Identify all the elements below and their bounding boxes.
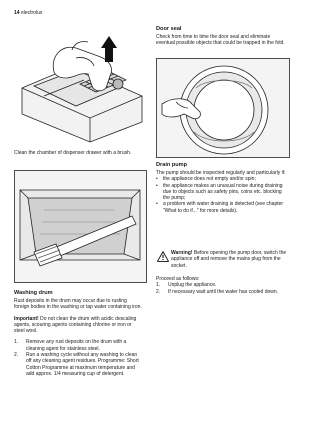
warning-note: [171, 250, 290, 269]
pump-steps-list: [156, 282, 290, 295]
list-item: 1. Unplug the appliance.: [156, 282, 217, 289]
washing-drum-body: Rust deposits in the drum may occur due to rusting foreign bodies in the washing or tap water containing iron.: [14, 298, 142, 311]
list-item: • a problem with water draining is detected (see chapter “What to do if...” for more details).: [156, 201, 290, 214]
drain-pump-conditions: [156, 176, 290, 214]
important-text: Do not clean the drum with acidic descaling agents, scouring agents containing chlorine or iron or steel wool.: [14, 315, 137, 335]
proceed-intro: Proceed as follows:: [156, 276, 200, 282]
list-item: • the appliance does not empty and/or spin;: [156, 176, 290, 182]
brush-cleaning-illustration: [14, 170, 147, 283]
page-header: [14, 10, 42, 16]
page-number: 14: [14, 10, 20, 16]
drain-pump-intro: The pump should be inspected regularly and particularly if:: [156, 170, 286, 176]
list-item: 1. Remove any rust deposits on the drum with a cleaning agent for stainless steel.: [14, 339, 127, 352]
door-seal-body: Check from time to time the door seal and eliminate eventual possible objects that could be trapped in the fold.: [156, 34, 285, 47]
drain-pump-section: [156, 170, 290, 214]
drum-steps-list: [14, 339, 142, 377]
dispenser-drawer-illustration: [14, 26, 147, 143]
warning-label: Warning!: [171, 250, 193, 256]
door-seal-heading: Door seal: [156, 26, 182, 32]
important-note: [14, 316, 142, 335]
drain-pump-heading: Drain pump: [156, 162, 188, 168]
list-item: 2. Run a washing cycle without any washing to clean off any cleaning agent residues. Programme: Short Cotton Programme at maximum temperature and add approx. 1/4 measuring cup of detergent.: [14, 352, 139, 377]
proceed-section: [156, 276, 290, 295]
important-label: Important!: [14, 315, 39, 322]
dispenser-caption: Clean the chamber of dispenser drawer with a brush.: [14, 150, 132, 156]
washing-drum-heading: Washing drum: [14, 290, 53, 296]
washing-drum-section: [14, 298, 142, 377]
brand-name: electrolux: [20, 10, 43, 16]
list-item: 2. If necessary wait until the water has cooled down.: [156, 288, 279, 295]
door-seal-illustration: [156, 58, 290, 158]
warning-text: Before opening the pump door, switch the appliance off and remove the mains plug from the socket.: [171, 250, 287, 269]
list-item: • the appliance makes an unusual noise during draining due to objects such as safety pins, coins etc. blocking the pump;: [156, 183, 290, 202]
warning-icon: [157, 249, 169, 260]
